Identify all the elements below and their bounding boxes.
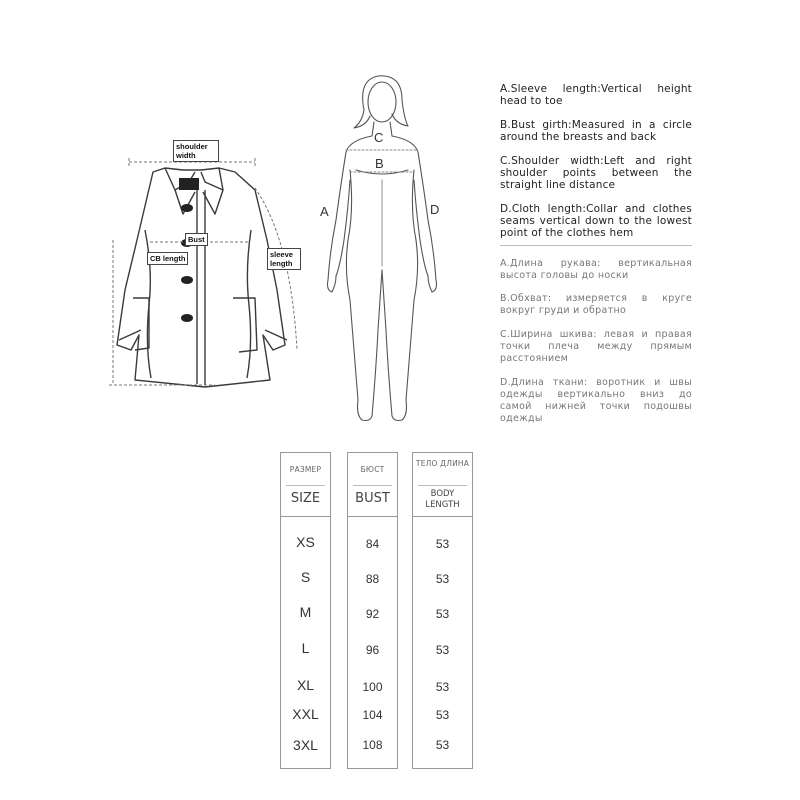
header-body-separator bbox=[348, 516, 397, 517]
length-cell: 53 bbox=[435, 607, 450, 621]
length-cell: 53 bbox=[435, 537, 450, 551]
description-en-c: C.Shoulder width:Left and right shoulder points between the straight line distance bbox=[500, 155, 692, 191]
size-cell: 3XL bbox=[293, 737, 318, 753]
shoulder-width-label: shoulder width bbox=[173, 140, 219, 162]
bust-cell: 96 bbox=[365, 643, 380, 657]
description-ru-a: A.Длина рукава: вертикальная высота головы до носки bbox=[500, 258, 692, 281]
size-header-ru: РАЗМЕР bbox=[289, 465, 322, 474]
length-cell: 53 bbox=[435, 738, 450, 752]
sleeve-length-label: sleeve length bbox=[267, 248, 301, 270]
figure-letter-d: D bbox=[430, 202, 440, 217]
bust-cell: 100 bbox=[362, 680, 383, 694]
length-cell: 53 bbox=[435, 572, 450, 586]
cb-length-label: CB length bbox=[147, 252, 188, 265]
length-cell: 53 bbox=[435, 708, 450, 722]
description-ru-c: C.Ширина шкива: левая и правая точки плеча между прямым расстоянием bbox=[500, 329, 692, 364]
description-en-d: D.Cloth length:Collar and clothes seams vertical down to the lowest point of the clothes hem bbox=[500, 203, 692, 239]
description-ru-d: D.Длина ткани: воротник и швы одежды вертикально вниз до самой нижней точки подошвы одежды bbox=[500, 377, 692, 424]
header-body-separator bbox=[413, 516, 472, 517]
bust-cell: 88 bbox=[365, 572, 380, 586]
description-ru-b: B.Обхват: измеряется в круге вокруг груди и обратно bbox=[500, 293, 692, 316]
description-en-a: A.Sleeve length:Vertical height head to toe bbox=[500, 83, 692, 107]
body-figure-diagram bbox=[310, 70, 450, 435]
figure-letter-a: A bbox=[320, 204, 329, 219]
header-separator bbox=[286, 485, 325, 486]
size-cell: XL bbox=[296, 677, 315, 693]
size-cell: XS bbox=[296, 534, 315, 550]
length-cell: 53 bbox=[435, 680, 450, 694]
bust-header-ru: БЮСТ bbox=[360, 465, 385, 474]
bust-cell: 108 bbox=[362, 738, 383, 752]
body-figure-drawing bbox=[310, 70, 450, 435]
figure-letter-c: C bbox=[374, 130, 384, 145]
size-cell: M bbox=[299, 604, 312, 620]
header-separator bbox=[418, 485, 467, 486]
body-length-header-ru: ТЕЛО ДЛИНА bbox=[415, 459, 470, 468]
size-cell: XXL bbox=[292, 706, 319, 722]
length-cell: 53 bbox=[435, 643, 450, 657]
description-divider bbox=[500, 245, 692, 246]
bust-header-en: BUST bbox=[355, 491, 390, 506]
bust-cell: 104 bbox=[362, 708, 383, 722]
bust-label: Bust bbox=[185, 233, 208, 246]
body-length-column bbox=[412, 452, 473, 769]
header-separator bbox=[353, 485, 392, 486]
body-length-header-en: BODY LENGTH bbox=[425, 489, 460, 510]
figure-letter-b: B bbox=[375, 156, 384, 171]
size-cell: S bbox=[300, 569, 311, 585]
size-header-en: SIZE bbox=[290, 491, 321, 506]
coat-diagram bbox=[105, 130, 305, 395]
description-en-b: B.Bust girth:Measured in a circle around the breasts and back bbox=[500, 119, 692, 143]
bust-cell: 92 bbox=[365, 607, 380, 621]
bust-cell: 84 bbox=[365, 537, 380, 551]
size-column bbox=[280, 452, 331, 769]
size-cell: L bbox=[301, 640, 310, 656]
header-body-separator bbox=[281, 516, 330, 517]
bust-column bbox=[347, 452, 398, 769]
